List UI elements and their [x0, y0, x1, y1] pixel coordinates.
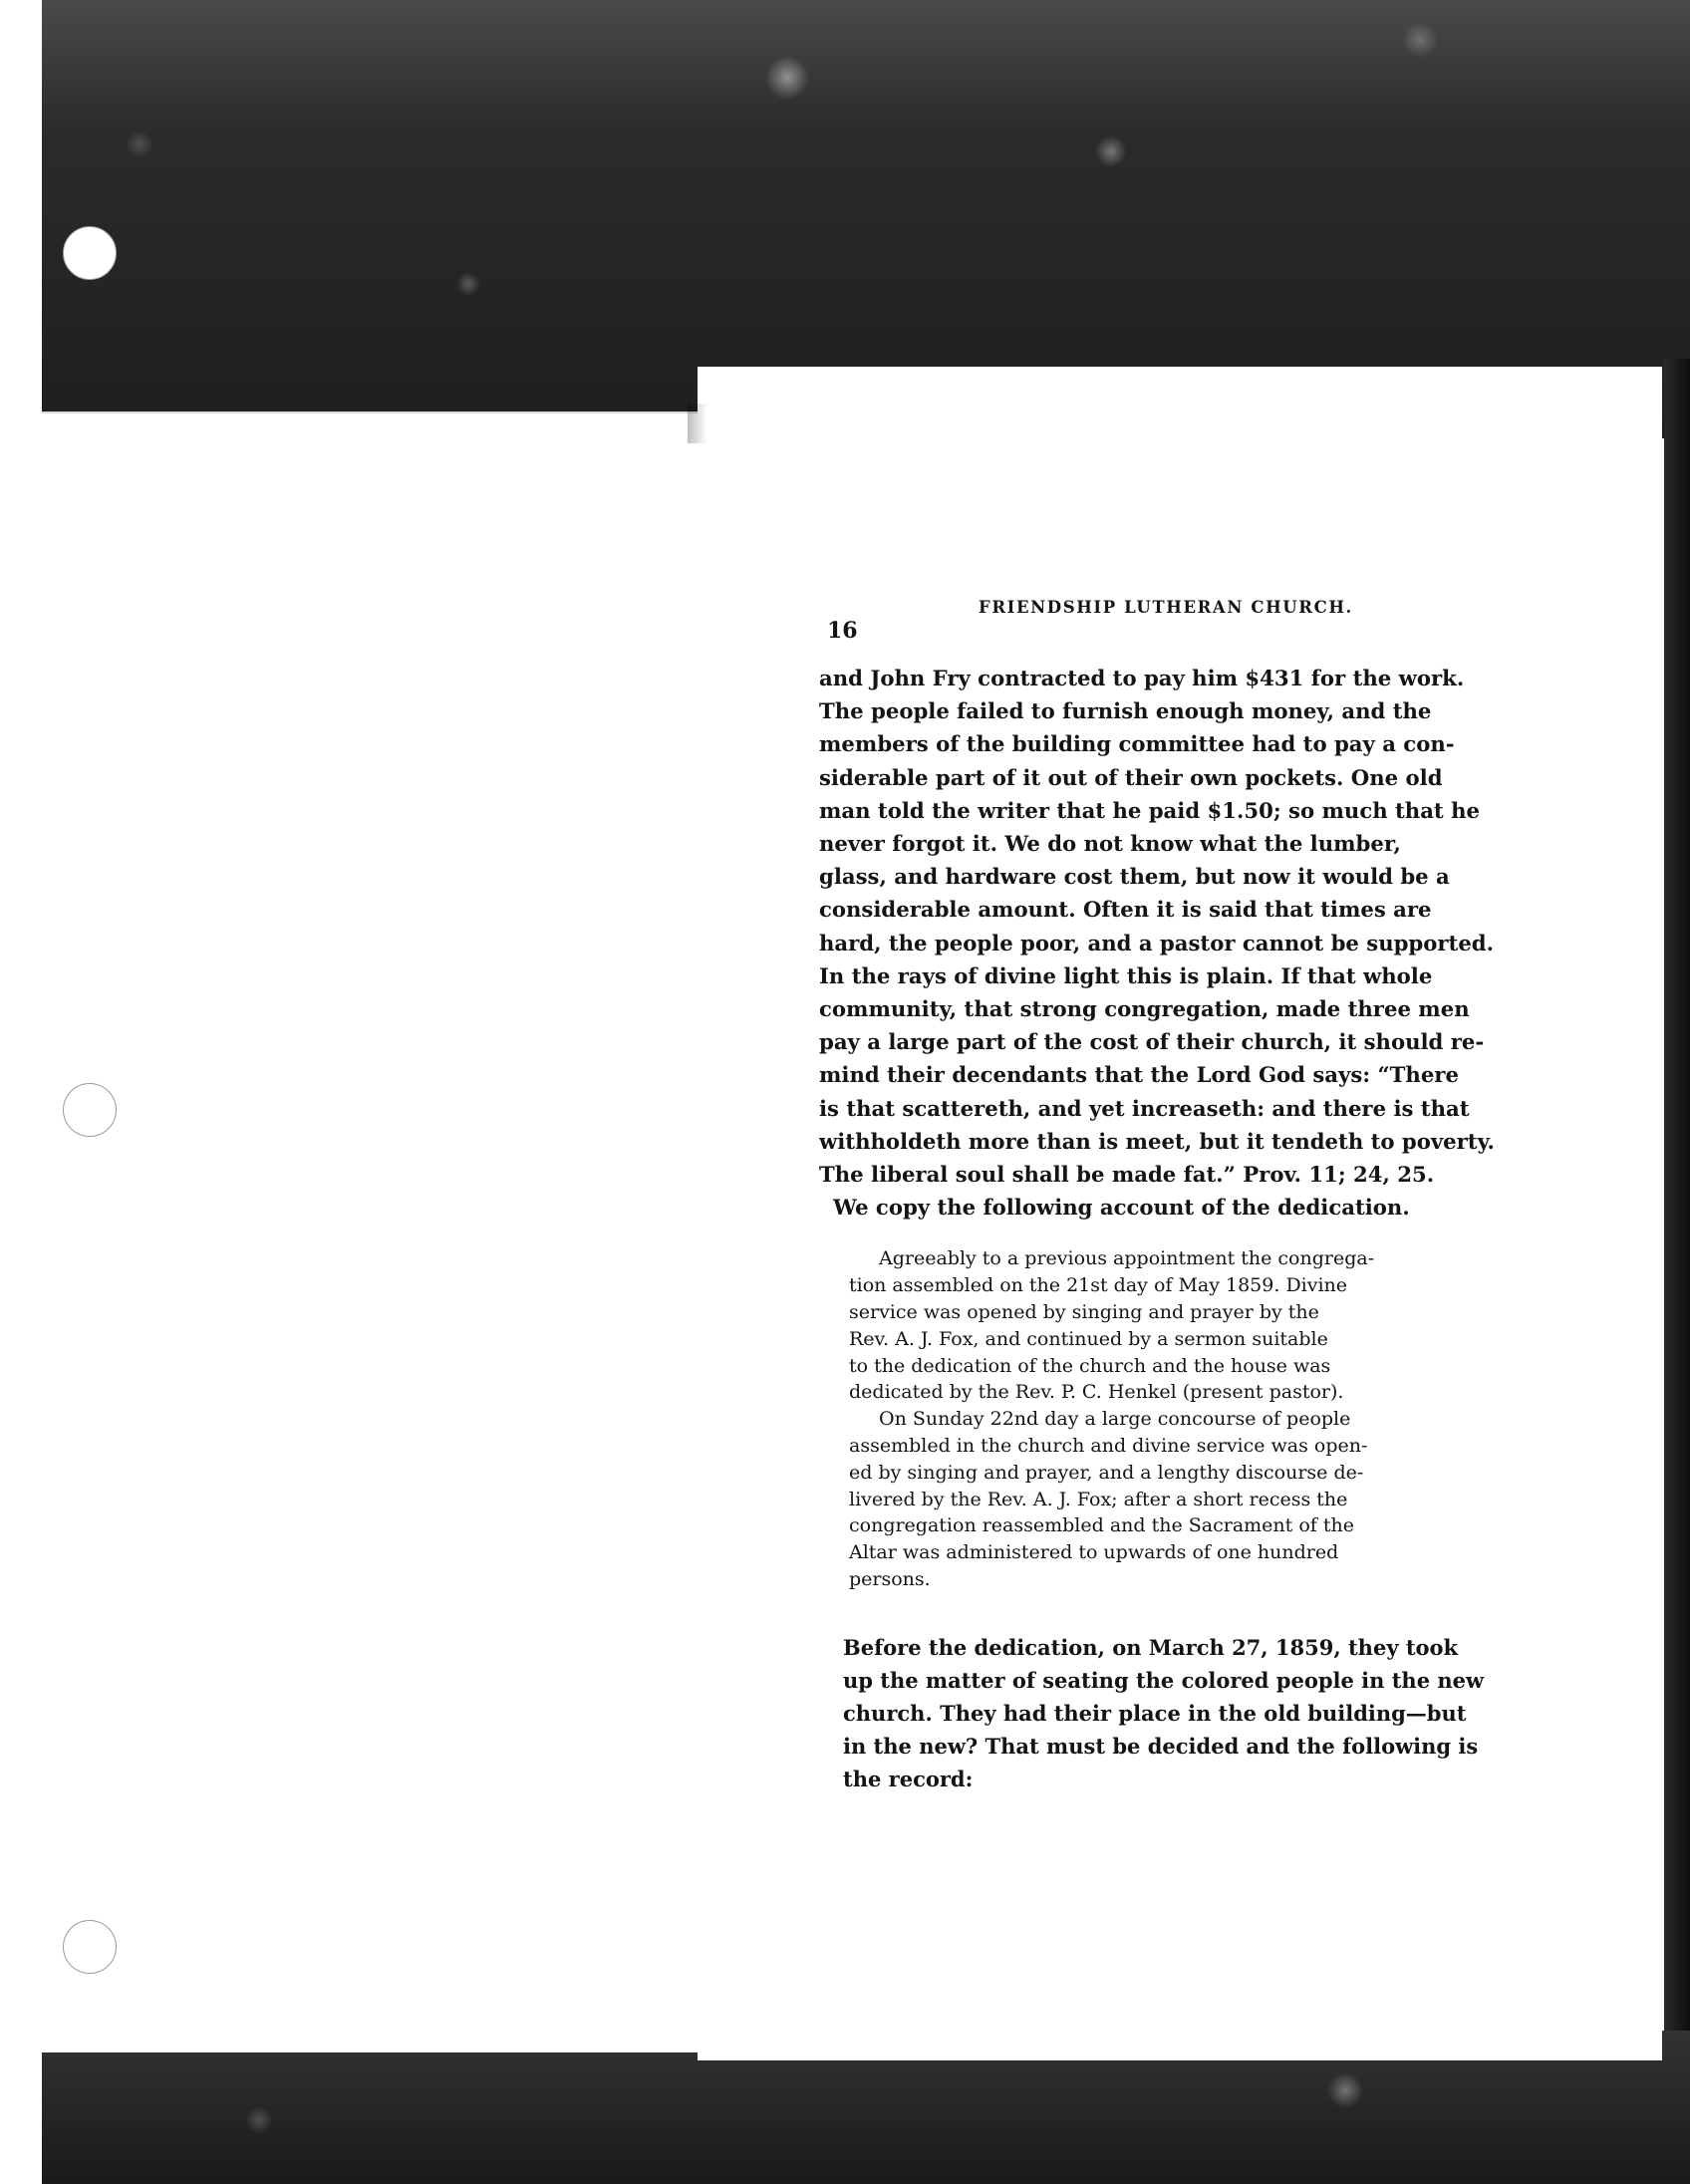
- quote-line: assembled in the church and divine service was open-: [849, 1435, 1368, 1458]
- page-header: [819, 592, 1586, 648]
- page-text-area: [819, 592, 1586, 1795]
- quote-line: Agreeably to a previous appointment the congrega-: [879, 1247, 1375, 1270]
- scanner-background-right: [1664, 359, 1690, 2162]
- punch-hole-top: [63, 226, 117, 280]
- text-line: pay a large part of the cost of their church, it should re-: [819, 1029, 1485, 1055]
- text-line: The liberal soul shall be made fat.” Prov. 11; 24, 25.: [819, 1162, 1435, 1188]
- closing-paragraph: [843, 1631, 1590, 1795]
- quote-line: Rev. A. J. Fox, and continued by a sermon suitable: [849, 1327, 1328, 1350]
- running-head: FRIENDSHIP LUTHERAN CHURCH.: [979, 598, 1353, 617]
- text-line: mind their decendants that the Lord God says: “There: [819, 1062, 1459, 1088]
- punch-hole-middle: [63, 1083, 117, 1137]
- text-line: community, that strong congregation, made three men: [819, 996, 1470, 1022]
- text-line: In the rays of divine light this is plain. If that whole: [819, 962, 1433, 988]
- quote-line: livered by the Rev. A. J. Fox; after a short recess the: [849, 1488, 1348, 1510]
- text-line: up the matter of seating the colored people in the new: [843, 1667, 1485, 1693]
- quote-line: Altar was administered to upwards of one hundred: [849, 1541, 1339, 1564]
- scan-margin-left: [0, 0, 42, 2184]
- page-number: 16: [827, 618, 858, 644]
- text-line: withholdeth more than is meet, but it tendeth to poverty.: [819, 1128, 1495, 1154]
- quote-line: congregation reassembled and the Sacrament of the: [849, 1514, 1354, 1537]
- quote-line: On Sunday 22nd day a large concourse of people: [879, 1408, 1351, 1431]
- quote-line: ed by singing and prayer, and a lengthy discourse de-: [849, 1461, 1364, 1484]
- quote-line: service was opened by singing and prayer by the: [849, 1301, 1319, 1324]
- quote-line: tion assembled on the 21st day of May 1859. Divine: [849, 1274, 1348, 1297]
- main-paragraph: [819, 662, 1586, 1224]
- quote-line: persons.: [849, 1568, 931, 1591]
- intro-line: We copy the following account of the dedication.: [833, 1195, 1410, 1221]
- text-line: in the new? That must be decided and the following is: [843, 1733, 1479, 1759]
- dedication-quote: [849, 1245, 1566, 1592]
- text-line: is that scattereth, and yet increaseth: and there is that: [819, 1095, 1470, 1121]
- quote-line: dedicated by the Rev. P. C. Henkel (present pastor).: [849, 1381, 1344, 1404]
- text-line: glass, and hardware cost them, but now it would be a: [819, 864, 1450, 890]
- text-line: members of the building committee had to pay a con-: [819, 731, 1455, 757]
- blank-left-page: [42, 413, 799, 2052]
- text-line: hard, the people poor, and a pastor cannot be supported.: [819, 930, 1494, 956]
- text-line: and John Fry contracted to pay him $431 for the work.: [819, 666, 1465, 690]
- text-line: the record:: [843, 1766, 974, 1791]
- book-gutter: [688, 404, 707, 443]
- text-line: never forgot it. We do not know what the lumber,: [819, 831, 1401, 857]
- text-line: man told the writer that he paid $1.50; so much that he: [819, 797, 1480, 823]
- punch-hole-bottom: [63, 1920, 117, 1974]
- text-line: church. They had their place in the old building—but: [843, 1700, 1467, 1726]
- text-line: The people failed to furnish enough money, and the: [819, 698, 1432, 724]
- text-line: Before the dedication, on March 27, 1859, they took: [843, 1634, 1459, 1660]
- quote-line: to the dedication of the church and the house was: [849, 1354, 1331, 1377]
- text-line: siderable part of it out of their own pockets. One old: [819, 764, 1443, 790]
- text-line: considerable amount. Often it is said that times are: [819, 897, 1432, 923]
